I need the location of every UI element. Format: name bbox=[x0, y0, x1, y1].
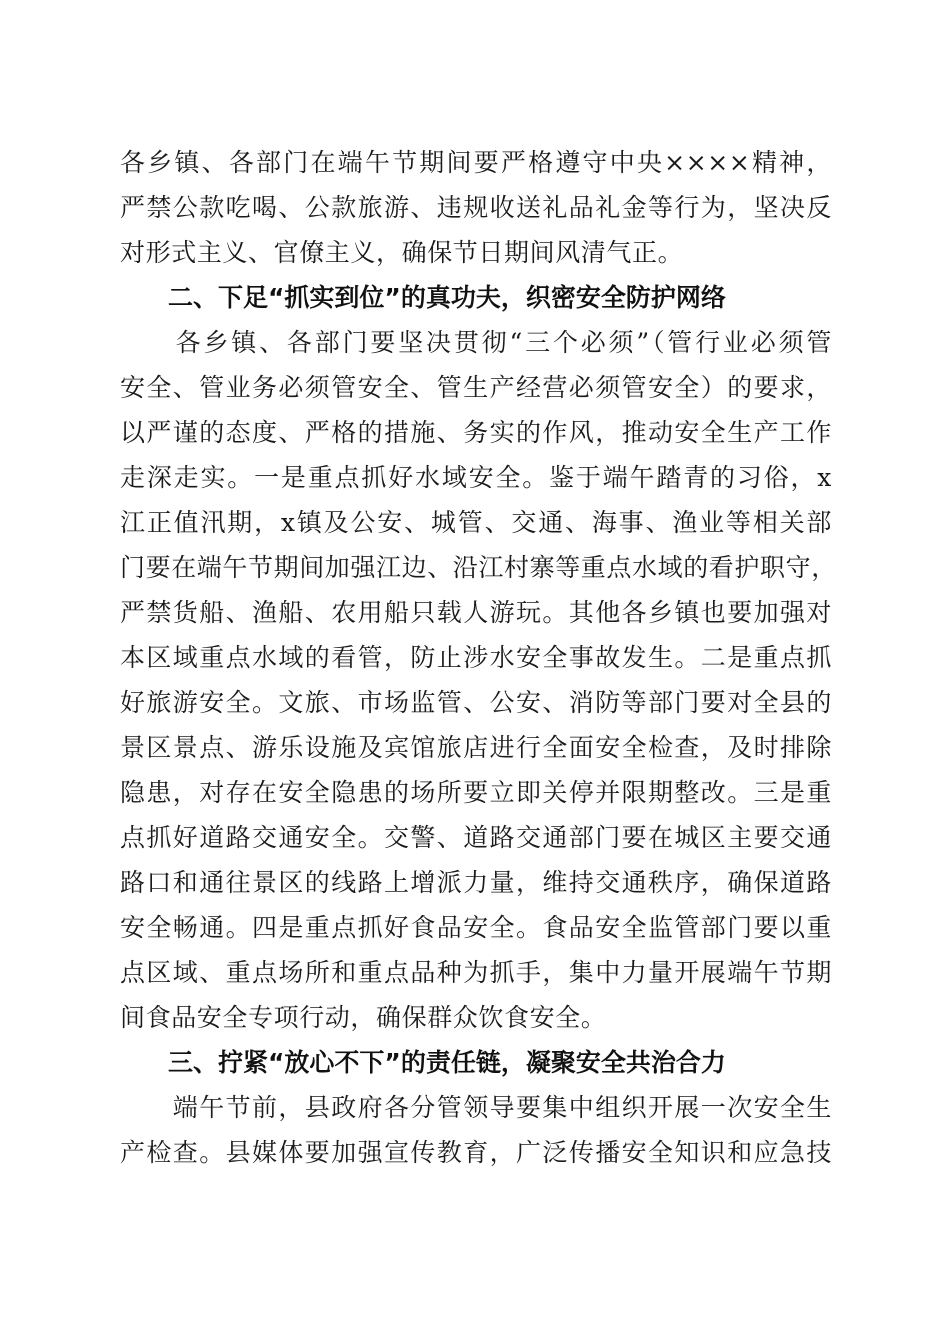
para2-line-9: 好旅游安全。文旅、市场监管、公安、消防等部门要对全县的 bbox=[120, 688, 832, 717]
para2-line-15: 点区域、重点场所和重点品种为抓手，集中力量开展端午节期 bbox=[120, 958, 832, 987]
para1-line-1: 各乡镇、各部门在端午节期间要严格遵守中央××××精神， bbox=[120, 148, 832, 177]
para3-line-2: 产检查。县媒体要加强宣传教育，广泛传播安全知识和应急技 bbox=[120, 1138, 832, 1167]
para1-line-2: 严禁公款吃喝、公款旅游、违规收送礼品礼金等行为，坚决反 bbox=[120, 193, 832, 222]
section-heading-2: 二、下足“抓实到位”的真功夫，织密安全防护网络 bbox=[168, 283, 726, 312]
para2-line-8: 本区域重点水域的看管，防止涉水安全事故发生。二是重点抓 bbox=[120, 643, 832, 672]
para2-line-10: 景区景点、游乐设施及宾馆旅店进行全面安全检查，及时排除 bbox=[120, 733, 832, 762]
para2-line-11: 隐患，对存在安全隐患的场所要立即关停并限期整改。三是重 bbox=[120, 778, 832, 807]
para2-line-1: 各乡镇、各部门要坚决贯彻“三个必须”（管行业必须管 bbox=[120, 328, 832, 357]
para2-line-4: 走深走实。一是重点抓好水域安全。鉴于端午踏青的习俗，x bbox=[120, 463, 832, 492]
para2-line-14: 安全畅通。四是重点抓好食品安全。食品安全监管部门要以重 bbox=[120, 913, 832, 942]
para2-line-6: 门要在端午节期间加强江边、沿江村寨等重点水域的看护职守， bbox=[120, 553, 837, 582]
para2-line-5: 江正值汛期，x镇及公安、城管、交通、海事、渔业等相关部 bbox=[120, 508, 832, 537]
para2-line-13: 路口和通往景区的线路上增派力量，维持交通秩序，确保道路 bbox=[120, 868, 832, 897]
para2-line-2: 安全、管业务必须管安全、管生产经营必须管安全）的要求， bbox=[120, 373, 832, 402]
para2-line-12: 点抓好道路交通安全。交警、道路交通部门要在城区主要交通 bbox=[120, 823, 832, 852]
para2-line-7: 严禁货船、渔船、农用船只载人游玩。其他各乡镇也要加强对 bbox=[120, 598, 832, 627]
section-heading-3: 三、拧紧“放心不下”的责任链，凝聚安全共治合力 bbox=[168, 1048, 726, 1077]
para2-line-16: 间食品安全专项行动，确保群众饮食安全。 bbox=[120, 1003, 607, 1032]
para1-line-3: 对形式主义、官僚主义，确保节日期间风清气正。 bbox=[120, 238, 684, 267]
para3-line-1: 端午节前，县政府各分管领导要集中组织开展一次安全生 bbox=[120, 1093, 832, 1122]
para2-line-3: 以严谨的态度、严格的措施、务实的作风，推动安全生产工作 bbox=[120, 418, 832, 447]
